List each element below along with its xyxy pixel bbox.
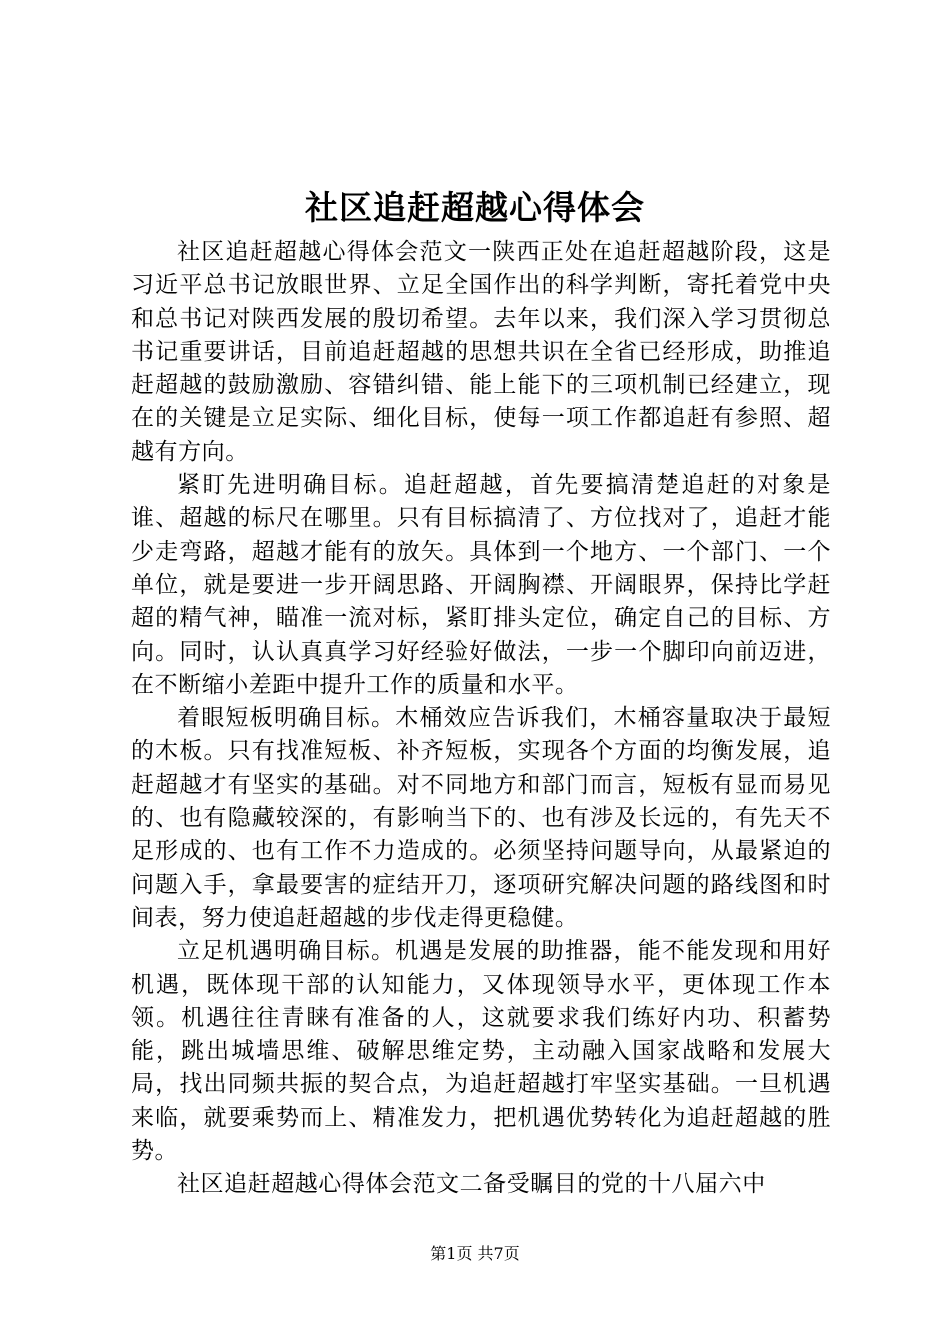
paragraph: 社区追赶超越心得体会范文一陕西正处在追赶超越阶段，这是习近平总书记放眼世界、立足全国作出的科学判断，寄托着党中央和总书记对陕西发展的殷切希望。去年以来，我们深入学习贯彻总书记重要讲话，目前追赶超越的思想共识在全省已经形成，助推追赶超越的鼓励激励、容错纠错、能上能下的三项机制已经建立，现在的关键是立足实际、细化目标，使每一项工作都追赶有参照、超越有方向。 — [131, 239, 831, 465]
paragraph: 着眼短板明确目标。木桶效应告诉我们，木桶容量取决于最短的木板。只有找准短板、补齐短板，实现各个方面的均衡发展，追赶超越才有坚实的基础。对不同地方和部门而言，短板有显而易见的、也有隐藏较深的，有影响当下的、也有涉及长远的，有先天不足形成的、也有工作不力造成的。必须坚持问题导向，从最紧迫的问题入手，拿最要害的症结开刀，逐项研究解决问题的路线图和时间表，努力使追赶超越的步伐走得更稳健。 — [131, 705, 831, 931]
paragraph: 立足机遇明确目标。机遇是发展的助推器，能不能发现和用好机遇，既体现干部的认知能力，又体现领导水平，更体现工作本领。机遇往往青睐有准备的人，这就要求我们练好内功、积蓄势能，跳出城墙思维、破解思维定势，主动融入国家战略和发展大局，找出同频共振的契合点，为追赶超越打牢坚实基础。一旦机遇来临，就要乘势而上、精准发力，把机遇优势转化为追赶超越的胜势。 — [131, 938, 831, 1165]
paragraph: 社区追赶超越心得体会范文二备受瞩目的党的十八届六中 — [177, 1171, 766, 1198]
document-title: 社区追赶超越心得体会 — [305, 188, 645, 227]
document-body — [131, 236, 831, 1202]
paragraph: 紧盯先进明确目标。追赶超越，首先要搞清楚追赶的对象是谁、超越的标尺在哪里。只有目标搞清了、方位找对了，追赶才能少走弯路，超越才能有的放矢。具体到一个地方、一个部门、一个单位，就是要进一步开阔思路、开阔胸襟、开阔眼界，保持比学赶超的精气神，瞄准一流对标，紧盯排头定位，确定自己的目标、方向。同时，认认真真学习好经验好做法，一步一个脚印向前迈进，在不断缩小差距中提升工作的质量和水平。 — [131, 472, 831, 698]
page-number-footer: 第1页 共7页 — [430, 1244, 520, 1263]
